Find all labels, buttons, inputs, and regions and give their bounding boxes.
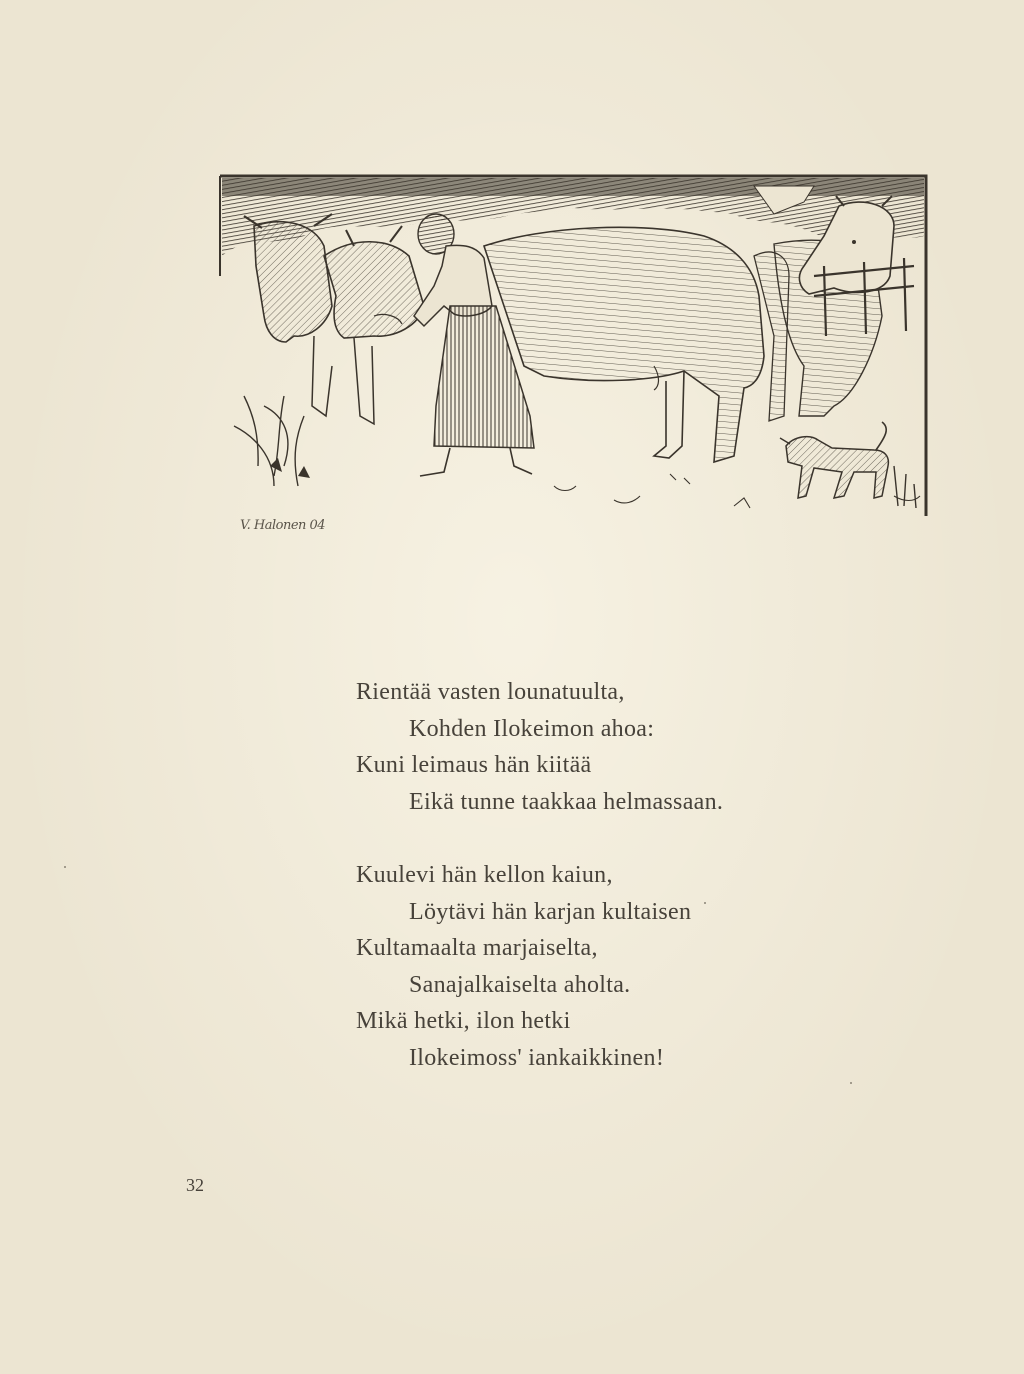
illustration-drawing bbox=[214, 166, 930, 546]
poem-line: Rientää vasten lounatuulta, bbox=[356, 679, 625, 705]
paper-speck bbox=[704, 902, 706, 904]
stanza-2 bbox=[356, 857, 876, 1076]
paper-speck bbox=[850, 1082, 852, 1084]
page-number: 32 bbox=[186, 1175, 204, 1195]
poem-line: Kuni leimaus hän kiitää bbox=[356, 752, 592, 778]
poem-line: Ilokeimoss' iankaikkinen! bbox=[409, 1044, 665, 1071]
poem-line: Sanajalkaiselta aholta. bbox=[409, 971, 631, 998]
stanza-1 bbox=[356, 674, 876, 820]
poem-line: Kuulevi hän kellon kaiun, bbox=[356, 862, 613, 888]
poem bbox=[356, 674, 876, 1076]
poem-line: Eikä tunne taakkaa helmassaan. bbox=[409, 788, 724, 815]
paper-speck bbox=[64, 866, 66, 868]
milking-scene-illustration bbox=[214, 166, 930, 546]
poem-line: Kultamaalta marjaiselta, bbox=[356, 935, 598, 961]
poem-line: Mikä hetki, ilon hetki bbox=[356, 1008, 571, 1034]
artist-signature: V. Halonen 04 bbox=[240, 518, 326, 533]
poem-line: Löytävi hän karjan kultaisen bbox=[409, 898, 692, 925]
poem-line: Kohden Ilokeimon ahoa: bbox=[409, 715, 655, 742]
